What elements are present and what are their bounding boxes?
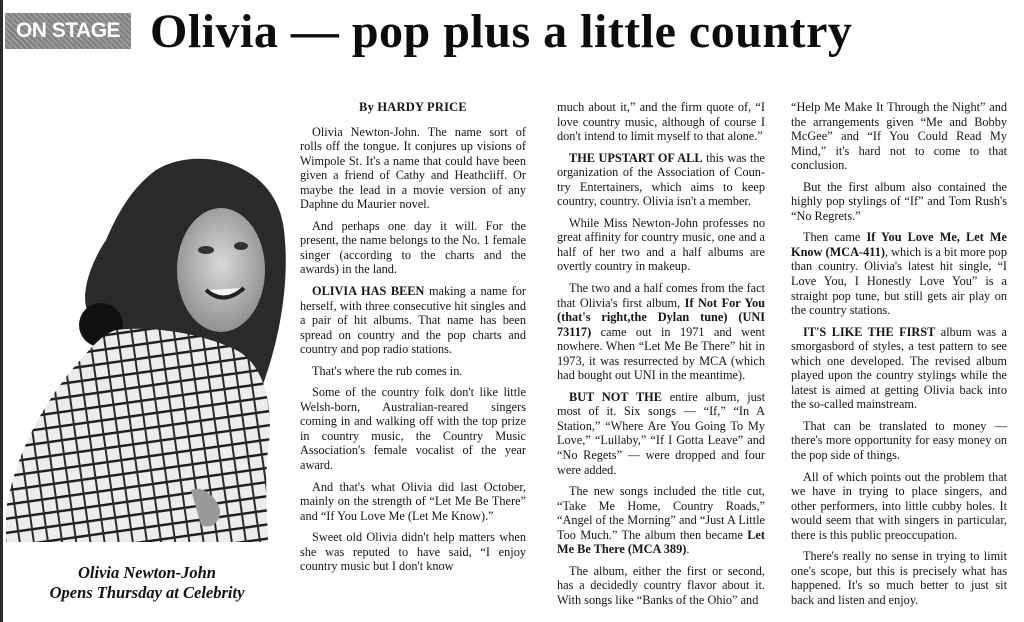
paragraph-text: And perhaps one day it will. For the present, the name belongs to the No. 1 female singer (according to the charts and the awards) in the land. (300, 218, 526, 277)
paragraph-text: That's where the rub comes in. (312, 363, 463, 378)
paragraph-text: making a name for herself, with three consecutive hit singles and a pair of hit albums. That name has been spread on country and the pop charts and country and pop radio stations. (300, 284, 526, 357)
article-paragraph (300, 530, 526, 574)
article-paragraph (791, 230, 1007, 317)
paragraph-text: But the first album also contained the highly pop stylings of “If” and Tom Rush's “No Regrets.” (791, 179, 1007, 223)
article-paragraph (300, 284, 526, 357)
section-tag: ON STAGE (5, 13, 131, 49)
paragraph-text: Then came (803, 230, 867, 245)
caption-line-1: Olivia Newton-John (78, 563, 216, 582)
album-title: If You Love Me, Let Me Know (MCA-411) (791, 230, 1007, 259)
paragraph-text: Sweet old Olivia didn't help matters when she was reputed to have said, “I enjoy country music but I don't know (300, 530, 526, 574)
paragraph-text: There's really no sense in trying to limit one's scope, but this is precisely what has happened. It's so much better to just sit back and listen and enjoy. (791, 549, 1007, 607)
paragraph-lead-in: IT'S LIKE THE FIRST (803, 324, 936, 339)
paragraph-text: . (686, 542, 690, 557)
article-paragraph (300, 385, 526, 472)
article-paragraph (300, 364, 526, 379)
article-paragraph (791, 325, 1007, 412)
caption-line-2: Opens Thursday at Celebrity (49, 583, 245, 602)
paragraph-text: That can be translated to money — there's more opportunity for easy money on the pop side of things. (791, 418, 1007, 463)
paragraph-text: “Help Me Make It Through the Night” and the arrangements given “Me and Bobby McGee” and “If You Could Read My Mind,” it's hard not to come to that conclusion. (791, 100, 1007, 173)
article-paragraph (557, 281, 765, 383)
paragraph-text: entire album, just most of it. Six songs — “If,” “In A Station,” “Where Are You Going To My Love,” “Lullaby,” “If I Gotta Leave” and “No Regets” — were dropped and four were added. (557, 389, 766, 477)
paragraph-text: While Miss Newton-John professes no great affinity for country music, one and a half of her two and a half albums are overtly country in makeup. (557, 215, 765, 274)
article-column-3 (791, 100, 1007, 615)
paragraph-text: And that's what Olivia did last October, mainly on the strength of “Let Me Be There” and “If You Love Me (Let Me Know).” (300, 479, 526, 523)
article-column-2 (557, 100, 765, 615)
article-paragraph (300, 480, 526, 524)
byline: By HARDY PRICE (359, 100, 467, 114)
paragraph-text: came out in 1971 and went nowhere. When “Let Me Be There” hit in 1973, it was resurrected by MCA (which had bought out UNI in the meantime). (557, 324, 765, 383)
article-paragraph (557, 390, 765, 477)
article-paragraph (791, 419, 1007, 463)
page-edge-rule (0, 0, 3, 622)
article-paragraph (791, 470, 1007, 543)
article-paragraph (300, 219, 526, 277)
paragraph-text: this was the organization of the Association of Country Entertainers, which aims to keep country, country. Olivia isn't a member. (557, 150, 766, 209)
article-paragraph (557, 484, 765, 557)
paragraph-lead-in: OLIVIA HAS BEEN (312, 284, 425, 299)
paragraph-text: The two and a half comes from the fact that Olivia's first album, (557, 281, 765, 310)
paragraph-text: Olivia Newton-John. The name sort of rolls off the tongue. It conjures up visions of Wimpole St. It's a name that could have been given a friend of Cathy and Heathcliff. Or maybe the lead in a movie version of any Daphne du Maurier novel. (300, 124, 526, 212)
headline: Olivia — pop plus a little country (150, 5, 853, 58)
paragraph-text: All of which points out the problem that we have in trying to place singers, and other performers, into little cubby holes. It would seem that with singers in particular, there is this public preoccupation. (791, 469, 1007, 542)
article-paragraph (791, 180, 1007, 224)
paragraph-text: , which is a bit more pop than country. Olivia's latest hit single, “I Love You, I Honestly Love You” is a straight pop tune, but still gets air play on the country stations. (791, 244, 1007, 318)
article-column-1 (300, 100, 526, 581)
article-photo (6, 150, 288, 542)
paragraph-text: Some of the country folk don't like little Welsh-born, Australian-reared singers coming in and walking off with the top prize in country music, the Country Music Association's female vocalist of the year award. (300, 385, 526, 473)
article-paragraph (300, 125, 526, 212)
article-paragraph (557, 216, 765, 274)
article-paragraph (557, 151, 765, 209)
paragraph-lead-in: THE UPSTART OF ALL (569, 150, 703, 165)
article-paragraph (557, 100, 765, 144)
paragraph-text: The new songs included the title cut, “Take Me Home, Country Roads,” “Angel of the Morning” and “Just A Little Too Much.” The album then became (557, 484, 765, 542)
paragraph-lead-in: BUT NOT THE (569, 389, 662, 404)
album-title: Let Me Be There (MCA 389) (557, 527, 765, 557)
paragraph-text: much about it,” and the firm quote of, “I love country music, although of course I don't intend to limit myself to that alone.” (557, 100, 765, 144)
article-paragraph (791, 100, 1007, 173)
paragraph-text: The album, either the first or second, has a decidedly country flavor about it. With songs like “Banks of the Ohio” and (557, 563, 765, 607)
article-paragraph (557, 564, 765, 608)
paragraph-text: album was a smorgasbord of styles, a test pattern to see which one developed. The revised album played upon the country stylings while the latest is aimed at getting Olivia back into the so-called mainstream. (791, 324, 1008, 412)
album-title: If Not For You (that's right,the Dylan tune) (UNI 73117) (557, 295, 765, 339)
article-paragraph (791, 549, 1007, 607)
portrait-image (6, 150, 288, 542)
photo-caption (6, 563, 288, 603)
